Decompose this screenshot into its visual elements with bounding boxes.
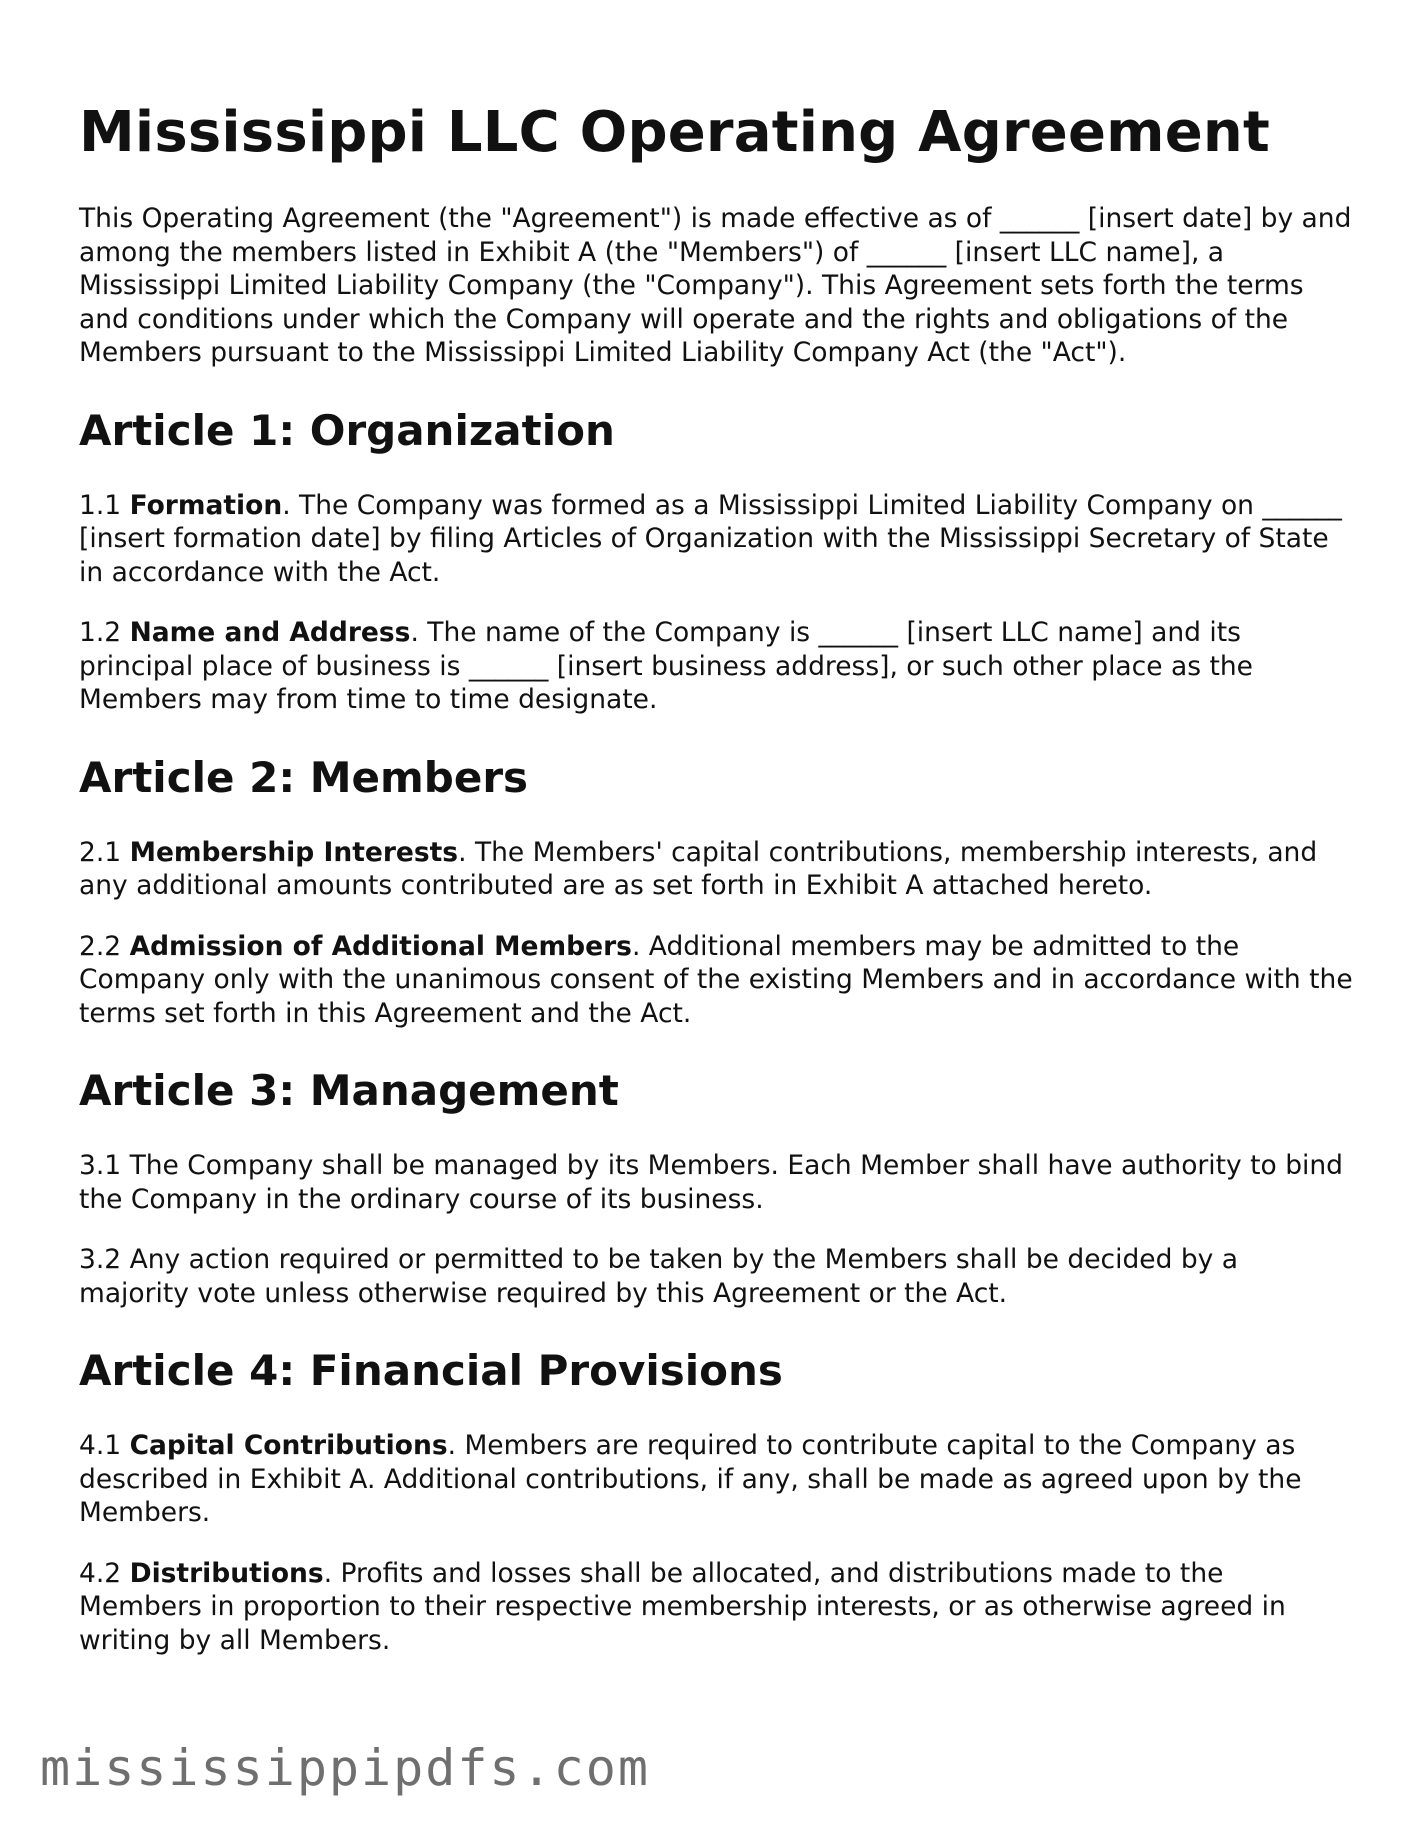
article-1 [79,406,1354,717]
article-heading: Article 4: Financial Provisions [79,1346,783,1395]
clause-number: 2.1 [79,836,130,868]
clause-text: . The Members' capital contributions, membership interests, and any additional amounts contributed are as set forth in Exhibit A attached hereto. [79,836,1318,901]
clause-1-2 [79,616,1354,717]
clause-4-2 [79,1557,1354,1658]
article-3 [79,1066,1354,1310]
clause-2-2 [79,930,1354,1031]
clause-text: Any action required or permitted to be taken by the Members shall be decided by a majority vote unless otherwise required by this Agreement or the Act. [79,1244,1238,1309]
clause-term: Admission of Additional Members [129,930,632,962]
clause-text: . The Company was formed as a Mississippi Limited Liability Company on ______ [insert formation date] by filing Articles of Organization with the Mississippi Secretary of State in accordance with the Act. [79,489,1342,588]
clause-term: Distributions [129,1557,324,1589]
document-page [79,100,1354,1693]
article-heading: Article 3: Management [79,1066,619,1115]
clause-number: 4.2 [79,1557,130,1589]
clause-2-1 [79,836,1354,903]
site-watermark: mississippipdfs.com [40,1739,650,1797]
clause-text: . Members are required to contribute capital to the Company as described in Exhibit A. Additional contributions, if any, shall be made as agreed upon by the Members. [79,1430,1302,1528]
document-title: Mississippi LLC Operating Agreement [79,100,1270,165]
clause-text: The Company shall be managed by its Members. Each Member shall have authority to bind the Company in the ordinary course of its business. [79,1150,1343,1215]
clause-term: Formation [129,489,283,521]
article-4 [79,1346,1354,1657]
clause-text: . Profits and losses shall be allocated, and distributions made to the Members in proportion to their respective membership interests, or as otherwise agreed in writing by all Members. [79,1557,1286,1656]
article-2 [79,753,1354,1031]
clause-number: 2.2 [79,930,130,962]
clause-number: 1.2 [79,617,130,648]
clause-term: Capital Contributions [129,1430,448,1461]
clause-1-1 [79,489,1354,590]
clause-number: 3.1 [79,1150,130,1181]
clause-3-2 [79,1243,1354,1310]
intro-paragraph: This Operating Agreement (the "Agreement") is made effective as of ______ [insert date] by and among the members listed in Exhibit A (the "Members") of ______ [insert LLC name], a Mississippi Limited Liability Company (the "Company"). This Agreement sets forth the terms and conditions under which the Company will operate and the rights and obligations of the Members pursuant to the Mississippi Limited Liability Company Act (the "Act"). [79,203,1352,368]
article-heading: Article 1: Organization [79,405,615,455]
clause-number: 4.1 [79,1430,130,1461]
clause-term: Name and Address [129,617,411,648]
clause-number: 3.2 [79,1244,130,1275]
clause-text: . The name of the Company is ______ [insert LLC name] and its principal place of business is ______ [insert business address], or such other place as the Members may from time to time designate. [79,617,1253,715]
clause-4-1 [79,1429,1354,1530]
clause-3-1 [79,1149,1354,1216]
clause-number: 1.1 [79,489,130,521]
clause-text: . Additional members may be admitted to the Company only with the unanimous consent of the existing Members and in accordance with the terms set forth in this Agreement and the Act. [79,930,1353,1029]
clause-term: Membership Interests [129,836,459,868]
article-heading: Article 2: Members [79,752,529,802]
